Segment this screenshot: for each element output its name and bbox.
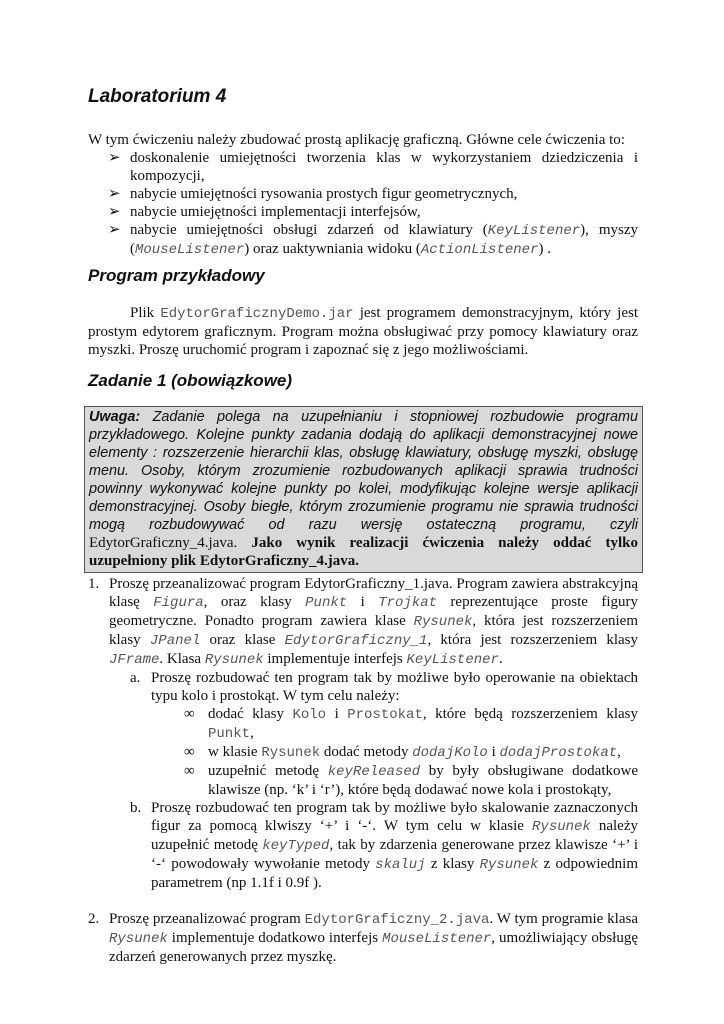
code-term: Trojkat: [378, 595, 437, 611]
document-title: Laboratorium 4: [88, 86, 227, 107]
text: Proszę przeanalizować program: [109, 911, 305, 927]
text: dodać klasy: [208, 706, 293, 722]
note-text: Zadanie polega na uzupełnianiu i stopniowej rozbudowie programu przykładowego. Kolejne punkty zadania dodają do aplikacji demonstracyjnej nowe elementy : rozszerzenie hierarchii klas, obsługę klawiatury, obsługę myszki, obsługę menu. Osoby, którym zrozumienie rozbudowanych aplikacji sprawia trudności powinny wykonywać kolejne punkty po kolei, modyfikując kolejne wersje aplikacji demonstracyjnej. Osoby biegłe, którym zrozumienie programu nie sprawia trudności mogą rozbudowywać od razu wersję ostateczną programu, czyli: [89, 409, 638, 533]
arrow-bullet-icon: ➢: [108, 186, 121, 202]
code-term: KeyListener: [487, 223, 581, 239]
code-term: Punkt: [208, 726, 251, 742]
infinity-bullet-icon: ∞: [184, 706, 195, 722]
code-term: keyTyped: [262, 838, 330, 854]
text: , oraz klasy: [203, 594, 306, 610]
text: . W tym programie klasa: [489, 911, 638, 927]
task-item-2: [88, 910, 638, 966]
text: , która jest rozszerzeniem klasy: [427, 632, 638, 648]
code-term: MouseListener: [135, 242, 245, 258]
code-term: Rysunek: [109, 931, 168, 947]
text: i: [326, 706, 348, 722]
goal-item: [88, 221, 638, 259]
goal-text: ) oraz uaktywniania widoku (: [244, 241, 421, 257]
goal-text: nabycie umiejętności rysowania prostych figur geometrycznych,: [130, 186, 518, 202]
text: by były obsługiwane dodatkowe klawisze (np. ‘k’ i ‘r’), które będą dodawać nowe kola i prostokąty,: [208, 763, 638, 798]
code-term: EdytorGraficzny_1: [284, 633, 428, 649]
code-term: JFrame: [109, 652, 160, 668]
text: , które będą rozszerzeniem klasy: [422, 706, 638, 722]
text: uzupełnić metodę: [208, 763, 328, 779]
text: Plik: [130, 305, 161, 321]
arrow-bullet-icon: ➢: [108, 222, 121, 238]
code-term: Rysunek: [261, 745, 321, 761]
code-term: Prostokat: [347, 707, 423, 723]
file-name: EdytorGraficznyDemo.jar: [160, 306, 354, 322]
code-term: skaluj: [375, 857, 426, 873]
goal-item: [88, 149, 638, 185]
text: ,: [250, 725, 254, 741]
intro-paragraph: W tym ćwiczeniu należy zbudować prostą aplikację graficzną. Główne cele ćwiczenia to:: [88, 132, 625, 148]
text: implementuje dodatkowo interfejs: [167, 930, 383, 946]
item-number: 1.: [88, 576, 100, 592]
code-term: dodajProstokat: [499, 745, 618, 761]
text: , tak by zdarzenia generowane przez klawisze ‘+’ i ‘-‘ powodowały wywołanie metody: [151, 837, 638, 872]
code-term: Kolo: [292, 707, 327, 723]
text: .: [498, 651, 503, 667]
step-item: [88, 743, 638, 762]
text: i: [487, 744, 500, 760]
section-heading-task: Zadanie 1 (obowiązkowe): [88, 371, 293, 390]
section-heading-program: Program przykładowy: [88, 266, 265, 285]
code-term: Punkt: [305, 595, 348, 611]
goal-text: nabycie umiejętności implementacji interfejsów,: [130, 204, 421, 220]
subtask-a: [88, 669, 638, 799]
text: jest programem demonstracyjnym, który jest prostym edytorem graficznym. Program można obsługiwać przy pomocy klawiatury oraz myszki. Proszę uruchomić program i zapoznać się z jego możliwościami.: [88, 305, 638, 358]
text: należy uzupełnić metodę: [151, 818, 639, 853]
text: ,: [617, 744, 621, 760]
code-term: keyReleased: [327, 764, 421, 780]
task-item-1: [88, 575, 638, 892]
text: dodać metody: [320, 744, 413, 760]
arrow-bullet-icon: ➢: [108, 150, 121, 166]
text: i: [347, 594, 379, 610]
goal-text: doskonalenie umiejętności tworzenia klas w wykorzystaniem dziedziczenia i kompozycji,: [130, 150, 638, 184]
item-letter: b.: [130, 800, 142, 816]
code-term: Figura: [153, 595, 204, 611]
note-file: EdytorGraficzny_4.java.: [89, 535, 238, 551]
infinity-bullet-icon: ∞: [184, 763, 195, 779]
text: , umożliwiający obsługę zdarzeń generowanych przez myszkę.: [109, 930, 638, 965]
intro-section: [88, 131, 638, 259]
text: Proszę rozbudować ten program tak by możliwe było operowanie na obiektach typu kolo i prostokąt. W tym celu należy:: [151, 670, 638, 704]
text: Proszę rozbudować ten program tak by możliwe było skalowanie zaznaczonych figur za pomocą klwiszy ‘+’ i ‘-‘. W tym celu w klasie: [151, 800, 638, 834]
text: implementuje interfejs: [263, 651, 407, 667]
step-item: [88, 705, 638, 743]
goal-item: [88, 203, 638, 221]
code-term: KeyListener: [406, 652, 499, 668]
task-list: [88, 575, 638, 966]
infinity-bullet-icon: ∞: [184, 744, 195, 760]
text: , która jest rozszerzeniem klasy: [109, 613, 638, 648]
code-term: Rysunek: [532, 819, 591, 835]
text: . Klasa: [159, 651, 205, 667]
code-term: JPanel: [149, 633, 201, 649]
item-number: 2.: [88, 911, 100, 927]
code-term: Rysunek: [479, 857, 539, 873]
note-label: Uwaga:: [89, 409, 141, 425]
program-section: [88, 304, 638, 359]
step-item: [88, 762, 638, 799]
text: Proszę przeanalizować program EdytorGraficzny_1.java. Program zawiera abstrakcyjną klasę: [109, 576, 638, 610]
code-term: dodajKolo: [412, 745, 488, 761]
text: oraz klase: [200, 632, 285, 648]
text: z odpowiednim parametrem (np 1.1f i 0.9f ).: [151, 856, 638, 891]
goal-text: ), myszy (: [130, 222, 638, 257]
code-term: Rysunek: [204, 652, 264, 668]
note-box: [84, 406, 643, 573]
code-term: ActionListener: [420, 242, 539, 258]
goals-list: [88, 149, 638, 259]
text: z klasy: [425, 856, 480, 872]
goal-text: nabycie umiejętności obsługi zdarzeń od klawiatury (: [130, 222, 488, 238]
item-letter: a.: [130, 670, 141, 686]
text: w klasie: [208, 744, 262, 760]
note-bold: Jako wynik realizacji ćwiczenia należy oddać tylko uzupełniony plik EdytorGraficzny_4.java.: [89, 535, 638, 569]
goal-text: ) .: [538, 241, 551, 257]
program-paragraph: [88, 304, 638, 359]
subtask-b: [88, 799, 638, 892]
code-term: Rysunek: [413, 614, 473, 630]
text: reprezentujące proste figury geometryczne. Ponadto program zawiera klase: [109, 594, 638, 629]
file-name: EdytorGraficzny_2.java: [304, 912, 490, 928]
arrow-bullet-icon: ➢: [108, 204, 121, 220]
goal-item: [88, 185, 638, 203]
code-term: MouseListener: [382, 931, 492, 947]
